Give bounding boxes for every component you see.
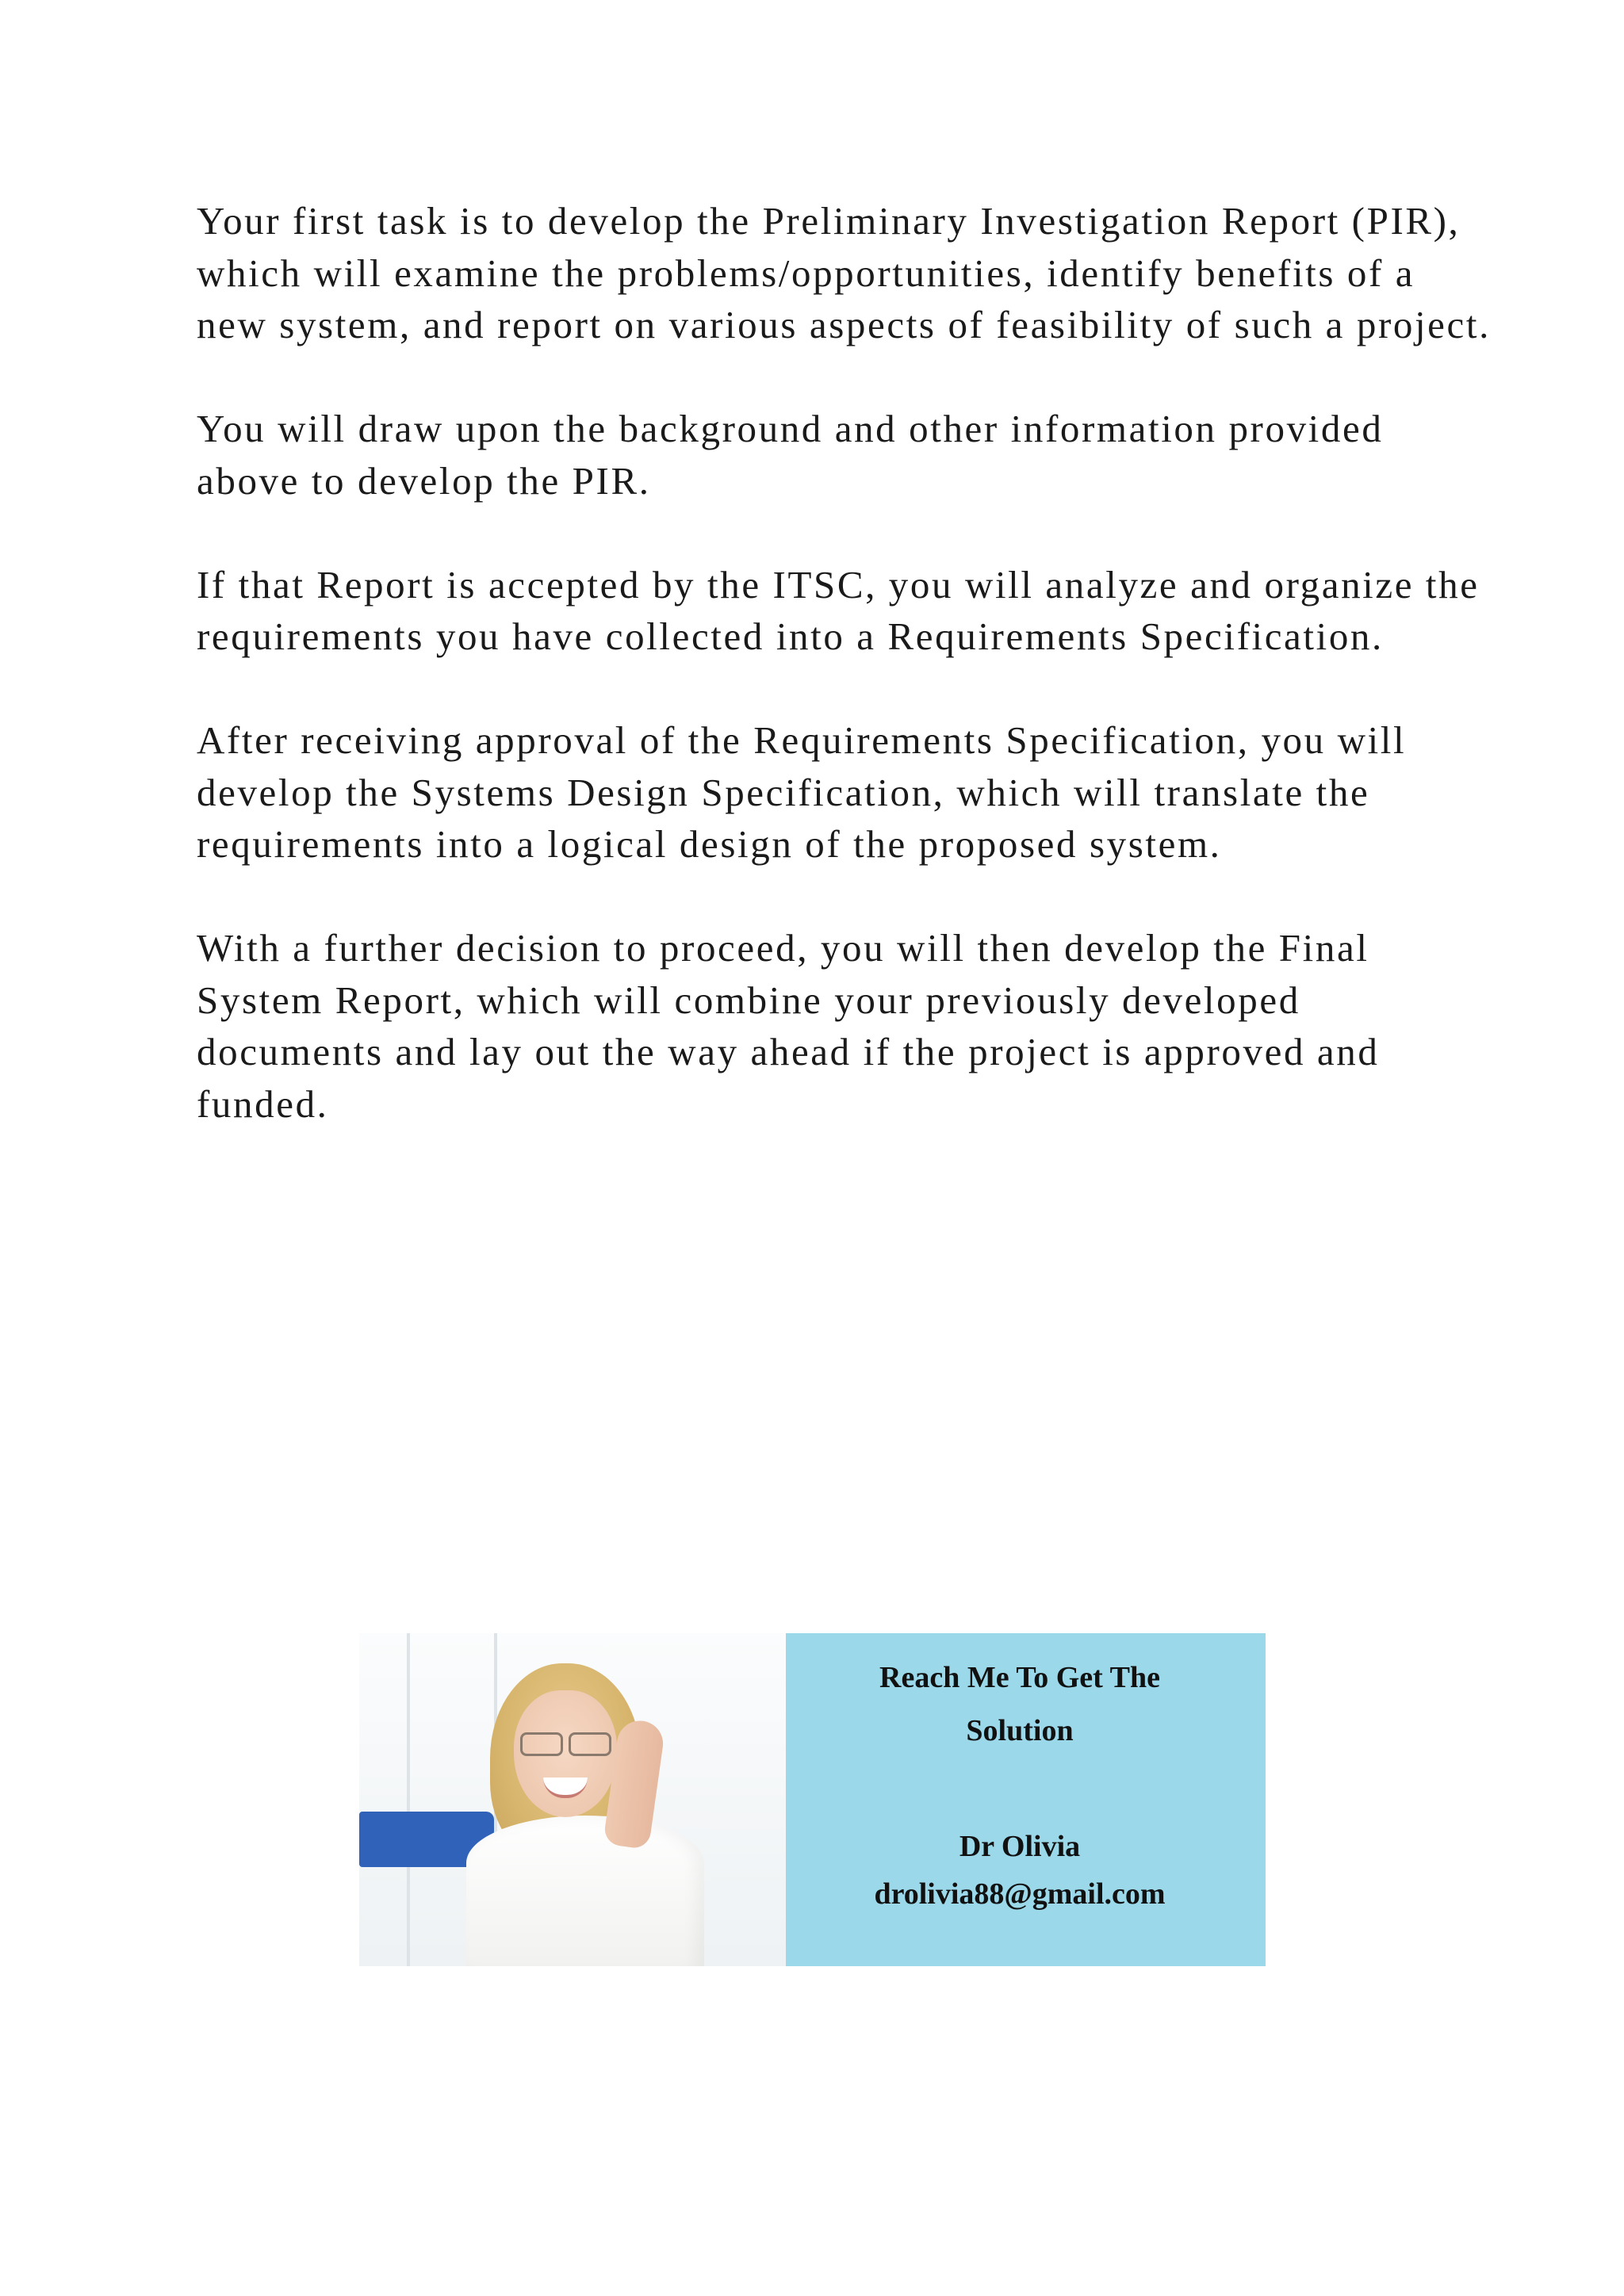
document-body: [197, 195, 1497, 1182]
paragraph-2: You will draw upon the background and other information provided above to develop the PIR.: [197, 407, 1384, 503]
white-blouse: [466, 1816, 704, 1966]
contact-name: Dr Olivia: [959, 1830, 1081, 1863]
banner-headline-line2: Solution: [966, 1714, 1074, 1747]
glasses-icon: [520, 1732, 611, 1753]
paragraph-3: If that Report is accepted by the ITSC, you will analyze and organize the requirements you have collected into a Requirements Specification.: [197, 562, 1480, 658]
banner-headline-line1: Reach Me To Get The: [879, 1661, 1160, 1694]
paragraph-5: With a further decision to proceed, you will then develop the Final System Report, which will combine your previously developed documents and lay out the way ahead if the project is approved and funded.: [197, 926, 1380, 1126]
contact-banner: [359, 1633, 1266, 1966]
contact-email: drolivia88@gmail.com: [874, 1877, 1166, 1911]
contact-info-panel: [786, 1633, 1266, 1966]
paragraph-1: Your first task is to develop the Preliminary Investigation Report (PIR), which will examine the problems/opportunities, identify benefits of a new system, and report on various aspects of feasibility of such a project.: [197, 199, 1491, 346]
paragraph-4: After receiving approval of the Requirements Specification, you will develop the Systems Design Specification, which will translate the requirements into a logical design of the proposed system.: [197, 718, 1407, 866]
woman-photo: [359, 1633, 786, 1966]
